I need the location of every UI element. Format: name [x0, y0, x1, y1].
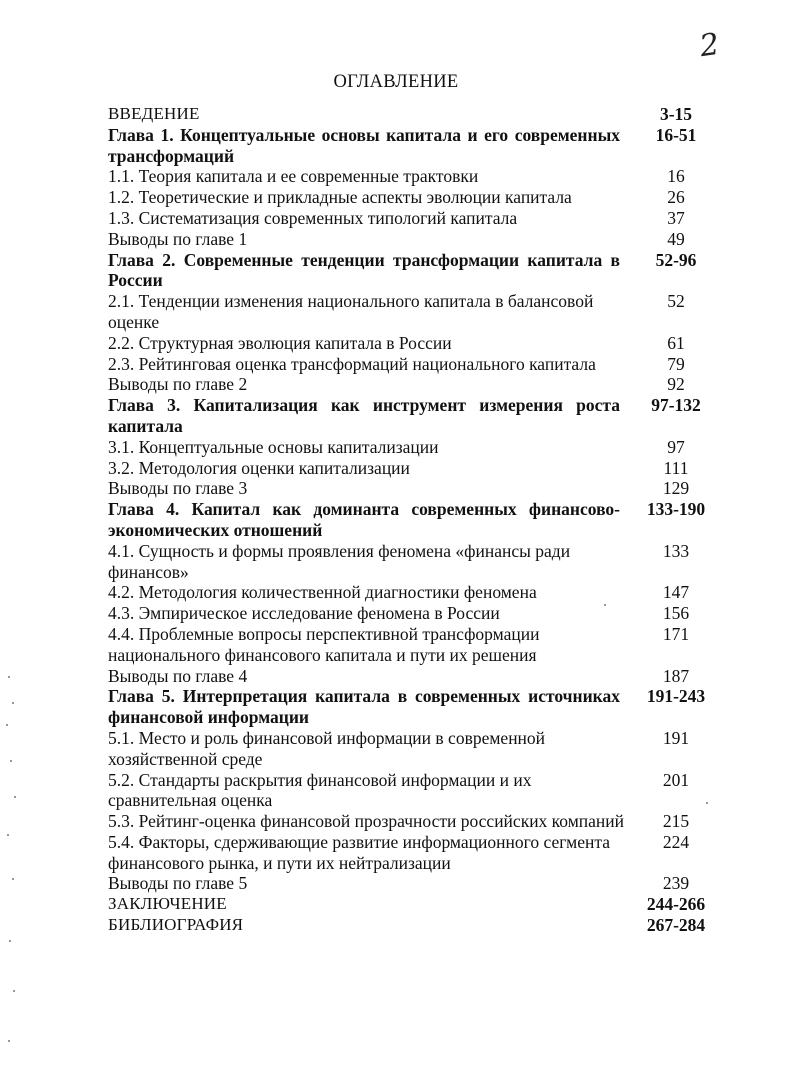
- toc-entry-chapter: [108, 395, 720, 437]
- toc-entry-pages: 97: [667, 436, 685, 457]
- toc-entry-chapter: [108, 250, 720, 292]
- toc-entry-title: 4.1. Сущность и формы проявления феномена «финансы ради финансов»: [108, 540, 571, 582]
- page-title: ОГЛАВЛЕНИЕ: [333, 72, 459, 92]
- toc-entry-section: [108, 374, 720, 395]
- toc-entry-frontback: [108, 915, 720, 936]
- toc-entry-title: 5.1. Место и роль финансовой информации в современной хозяйственной среде: [108, 727, 546, 769]
- toc-entry-title: Глава 5. Интерпретация капитала в современных источниках финансовой информации: [108, 686, 620, 728]
- toc-entry-title: ВВЕДЕНИЕ: [108, 104, 200, 123]
- toc-entry-pages: 191: [662, 727, 690, 748]
- toc-entry-section: [108, 624, 720, 666]
- toc-entry-pages: 52: [667, 291, 685, 312]
- toc-entry-pages: 133-190: [646, 499, 706, 520]
- toc-entry-section: [108, 458, 720, 479]
- toc-entry-section: [108, 291, 720, 333]
- toc-entry-chapter: [108, 499, 720, 541]
- toc-entry-title: 5.4. Факторы, сдерживающие развитие информационного сегмента финансового рынка, и пути их нейтрализации: [108, 831, 611, 873]
- toc-entry-pages: 79: [667, 353, 685, 374]
- toc-entry-title: Глава 2. Современные тенденции трансформации капитала в России: [108, 249, 620, 291]
- toc-entry-title: Выводы по главе 5: [108, 873, 248, 894]
- toc-entry-section: [108, 541, 720, 583]
- toc-entry-pages: 26: [667, 187, 685, 208]
- toc-entry-pages: 97-132: [651, 395, 701, 416]
- handwritten-page-number: 2: [697, 26, 722, 65]
- toc-entry-pages: 224: [662, 831, 690, 852]
- toc-entry-pages: 61: [667, 332, 685, 353]
- toc-entry-title: 5.2. Стандарты раскрытия финансовой информации и их сравнительная оценка: [108, 769, 532, 811]
- toc-entry-pages: 215: [662, 811, 690, 832]
- toc-entry-title: 2.1. Тенденции изменения национального капитала в балансовой оценке: [108, 291, 594, 332]
- toc-entry-title: 2.2. Структурная эволюция капитала в России: [108, 332, 452, 353]
- toc-entry-pages: 171: [662, 623, 690, 644]
- toc-entry-title: ЗАКЛЮЧЕНИЕ: [108, 894, 227, 914]
- toc-entry-section: [108, 582, 720, 603]
- toc-entry-title: Выводы по главе 2: [108, 374, 248, 395]
- toc-entry-title: 5.3. Рейтинг-оценка финансовой прозрачности российских компаний: [108, 811, 625, 832]
- toc-entry-title: 1.3. Систематизация современных типологий капитала: [108, 207, 518, 228]
- toc-entry-title: 4.4. Проблемные вопросы перспективной трансформации национального финансового капитала и пути их решения: [108, 623, 540, 665]
- toc-entry-pages: 16: [667, 166, 685, 187]
- toc-entry-pages: 92: [667, 374, 685, 395]
- toc-entry-section: [108, 437, 720, 458]
- toc-entry-title: 1.1. Теория капитала и ее современные трактовки: [108, 166, 479, 187]
- toc-entry-title: 2.3. Рейтинговая оценка трансформаций национального капитала: [108, 353, 596, 374]
- toc-entry-title: 4.2. Методология количественной диагностики феномена: [108, 582, 537, 603]
- toc-entry-chapter: [108, 686, 720, 728]
- toc-entry-section: [108, 333, 720, 354]
- toc-entry-section: [108, 811, 720, 832]
- toc-entry-section: [108, 208, 720, 229]
- toc-entry-title: Глава 4. Капитал как доминанта современных финансово-экономических отношений: [108, 499, 620, 540]
- toc-entry-title: Глава 3. Капитализация как инструмент измерения роста капитала: [108, 395, 620, 436]
- toc-entry-title: Выводы по главе 1: [108, 228, 248, 249]
- toc-entry-title: 3.2. Методология оценки капитализации: [108, 457, 410, 478]
- toc-entry-title: 3.1. Концептуальные основы капитализации: [108, 436, 439, 457]
- toc-entry-pages: 191-243: [646, 686, 706, 707]
- toc-entry-pages: 267-284: [646, 915, 706, 936]
- toc-entry-pages: 239: [662, 873, 690, 894]
- toc-entry-section: [108, 354, 720, 375]
- toc-entry-pages: 16-51: [655, 124, 697, 145]
- toc-entry-section: [108, 873, 720, 894]
- toc-entry-pages: 147: [662, 582, 690, 603]
- toc-entry-title: Глава 1. Концептуальные основы капитала и его современных трансформаций: [108, 124, 620, 166]
- toc-entry-title: 1.2. Теоретические и прикладные аспекты эволюции капитала: [108, 187, 572, 208]
- toc-entry-section: [108, 728, 720, 770]
- toc-entry-pages: 133: [662, 540, 690, 561]
- toc-entry-section: [108, 478, 720, 499]
- toc-entry-section: [108, 832, 720, 874]
- toc-entry-pages: 111: [663, 457, 689, 478]
- toc-entry-title: Выводы по главе 3: [108, 478, 248, 499]
- toc-entry-pages: 37: [667, 207, 685, 228]
- toc-entry-frontback: [108, 104, 720, 125]
- toc-entry-pages: 156: [662, 603, 690, 624]
- toc-entry-frontback: [108, 894, 720, 915]
- toc-entry-title: БИБЛИОГРАФИЯ: [108, 915, 244, 935]
- toc-entry-title: 4.3. Эмпирическое исследование феномена в России: [108, 603, 500, 624]
- table-of-contents: [108, 104, 720, 936]
- toc-entry-pages: 187: [662, 665, 690, 686]
- toc-entry-pages: 201: [662, 769, 690, 790]
- toc-entry-section: [108, 666, 720, 687]
- toc-entry-section: [108, 770, 720, 812]
- toc-entry-pages: 3-15: [659, 104, 693, 124]
- toc-entry-pages: 49: [667, 228, 685, 249]
- toc-entry-pages: 244-266: [646, 894, 706, 915]
- toc-entry-section: [108, 187, 720, 208]
- toc-entry-pages: 52-96: [655, 249, 697, 270]
- toc-entry-section: [108, 229, 720, 250]
- toc-entry-title: Выводы по главе 4: [108, 665, 248, 686]
- toc-entry-pages: 129: [662, 478, 690, 499]
- toc-entry-section: [108, 603, 720, 624]
- toc-entry-chapter: [108, 125, 720, 167]
- toc-entry-section: [108, 166, 720, 187]
